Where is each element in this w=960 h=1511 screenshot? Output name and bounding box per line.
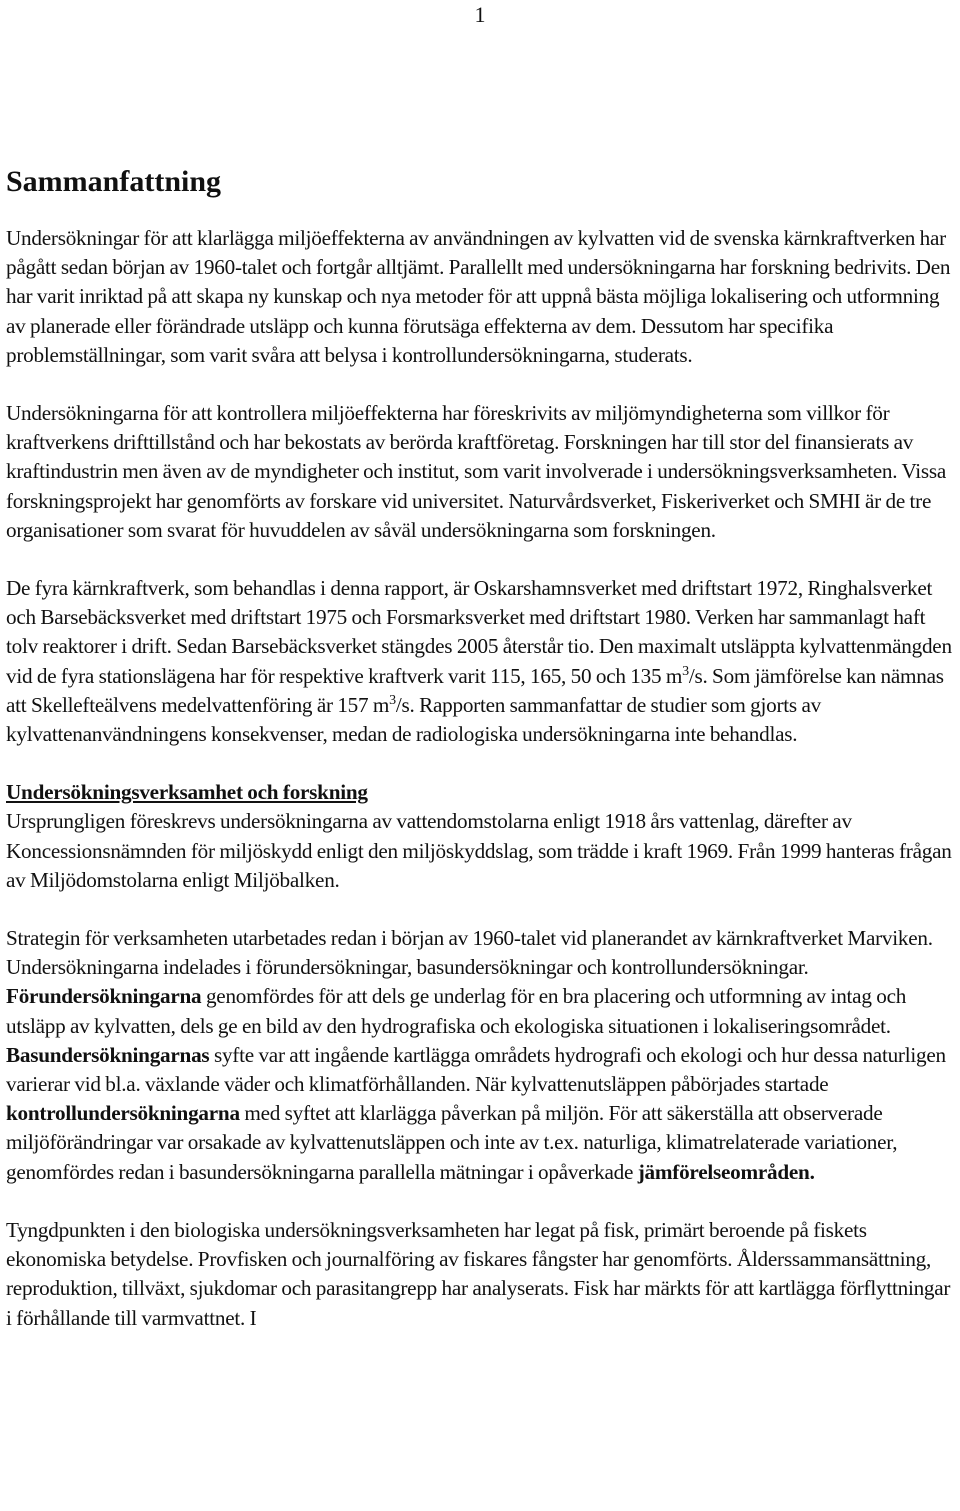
section-paragraph-2-text-d: syfte var att ingående kartlägga områdets hydrografi och ekologi och hur dessa naturligen varierar vid bl.a. växlande väder och klimatförhållanden. När kylvattenutsläppen påbörjades startade	[6, 1042, 946, 1097]
superscript-3: 3	[682, 663, 689, 679]
term-kontrollundersokningarna: kontrollundersökningarna	[6, 1101, 240, 1126]
term-basundersokningarnas: Basundersökningarnas	[6, 1042, 210, 1067]
summary-paragraph-3-text-c: /s. Rapporten sammanfattar de studier som gjorts av kylvattenanvändningens konsekvenser, medan de radiologiska undersökningarna inte behandlas.	[6, 692, 821, 747]
summary-paragraph-2: Undersökningarna för att kontrollera miljöeffekterna har föreskrivits av miljömyndigheterna som villkor för kraftverkens drifttillstånd och har bekostats av berörda kraftföretag. Forskningen har till stor del finansierats av kraftindustrin men även av de myndigheter och institut, som varit involverade i undersökningsverksamheten. Vissa forskningsprojekt har genomförts av forskare vid universitet. Naturvårdsverket, Fiskeriverket och SMHI är de tre organisationer som svarat för huvuddelen av såväl undersökningarna som forskningen.	[6, 401, 947, 542]
term-forundersokningarna: Förundersökningarna	[6, 984, 202, 1009]
term-jamforelseomraden: jämförelseområden.	[637, 1159, 815, 1184]
summary-paragraph-1: Undersökningar för att klarlägga miljöeffekterna av användningen av kylvatten vid de svenska kärnkraftverken har pågått sedan början av 1960-talet och fortgår alltjämt. Parallellt med undersökningarna har forskning bedrivits. Den har varit inriktad på att skapa ny kunskap och nya metoder för att uppnå bästa möjliga lokalisering och utformning av planerade eller förändrade utsläpp och kunna förutsäga effekterna av dem. Dessutom har specifika problemställningar, som varit svåra att belysa i kontrollundersökningarna, studerats.	[6, 226, 951, 367]
section-paragraph-3: Tyngdpunkten i den biologiska undersökningsverksamheten har legat på fisk, primärt beroende på fiskets ekonomiska betydelse. Provfisken och journalföring av fiskares fångster har genomförts. Ålderssammansättning, reproduktion, tillväxt, sjukdomar och parasitangrepp har analyserats. Fisk har märkts för att kartlägga förflyttningar i förhållande till varmvattnet. I	[6, 1217, 951, 1330]
section-paragraph-2	[6, 924, 960, 1187]
page-title: Sammanfattning	[6, 165, 222, 198]
section-heading: Undersökningsverksamhet och forskning	[6, 780, 368, 805]
document-body	[6, 162, 960, 1333]
section-paragraph-2-text-e: med syftet att klarlägga påverkan på miljön. För att säkerställa att observerade miljöförändringar var orsakade av kylvattenutsläppen och inte av t.ex. naturliga, klimatrelaterade variationer, genomfördes redan i basundersökningarna parallella mätningar i opåverkade	[6, 1101, 898, 1184]
superscript-3: 3	[389, 692, 396, 708]
summary-paragraph-3-text-a: De fyra kärnkraftverk, som behandlas i denna rapport, är Oskarshamnsverket med driftstart 1972, Ringhalsverket och Barsebäcksverket med driftstart 1975 och Forsmarksverket med driftstart 1980. Verken har sammanlagt haft tolv reaktorer i drift. Sedan Barsebäcksverket stängdes 2005 återstår tio. Den maximalt utsläppta kylvattenmängden vid de fyra stationslägena har för respektive kraftverk varit 115, 165, 50 och 135 m	[6, 576, 952, 688]
page-number: 1	[474, 2, 486, 27]
summary-paragraph-3-text-b: /s. Som jämförelse kan nämnas att Skellefteälvens medelvattenföring är 157 m	[6, 663, 944, 717]
section-paragraph-2-text-a: Strategin för verksamheten utarbetades redan i början av 1960-talet vid planerandet av kärnkraftverket Marviken. Undersökningarna indelades i förundersökningar, basundersökningar och kontrollundersökningar.	[6, 926, 933, 980]
summary-paragraph-3	[6, 574, 960, 749]
section-paragraph-2-text-c: genomfördes för att dels ge underlag för en bra placering och utformning av intag och utsläpp av kylvatten, dels ge en bild av den hydrografiska och ekologiska situationen i lokaliseringsområdet.	[6, 984, 907, 1038]
section-paragraph-1: Ursprungligen föreskrevs undersökningarna av vattendomstolarna enligt 1918 års vattenlag, därefter av Koncessionsnämnden för miljöskydd enligt den miljöskyddslag, som trädde i kraft 1969. Från 1999 hanteras frågan av Miljödomstolarna enligt Miljöbalken.	[6, 809, 952, 892]
